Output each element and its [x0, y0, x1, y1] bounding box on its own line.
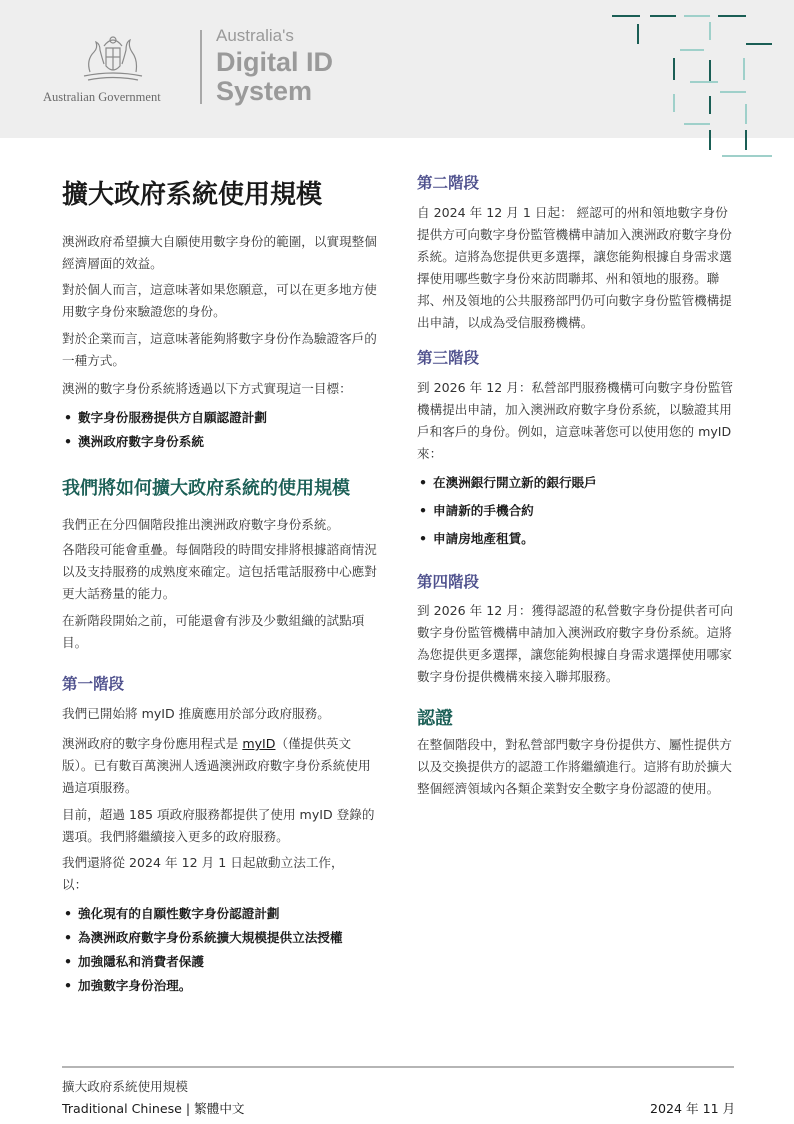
- list-item: • 數字身份服務提供方自願認證計劃: [62, 406, 267, 430]
- header-banner: [0, 0, 794, 138]
- list-item: • 加強數字身份治理。: [62, 974, 342, 998]
- phase-4-heading: 第四階段: [417, 573, 480, 591]
- footer-language: Traditional Chinese | 繁體中文: [62, 1101, 245, 1116]
- phase-3-paragraph: 到 2026 年 12 月：私營部門服務機構可向數字身份監管機構提出申請，加入澳洲政府數字身份系統，以驗證其用戶和客戶的身份。例如，這意味著您可以使用您的 myID 來：: [417, 380, 733, 461]
- phase-1-paragraph-4: 我們還將從 2024 年 12 月 1 日起啟動立法工作，以：: [62, 855, 344, 892]
- phase-1-heading: 第一階段: [62, 675, 125, 693]
- page-title: 擴大政府系統使用規模: [62, 180, 323, 210]
- list-item: • 加強隱私和消費者保護: [62, 950, 342, 974]
- list-item: • 澳洲政府數字身份系統: [62, 430, 267, 454]
- list-item: • 申請房地產租賃。: [417, 525, 597, 553]
- phase-3-bullet-list: [417, 469, 597, 553]
- accreditation-paragraph: 在整個階段中，對私營部門數字身份提供方、屬性提供方以及交換提供方的認證工作將繼續進行。這將有助於擴大整個經濟領域內各類企業對安全數字身份認證的使用。: [417, 737, 732, 796]
- intro-bullet-list: [62, 406, 267, 454]
- intro-paragraph-4: 澳洲的數字身份系統將透過以下方式實現這一目標：: [62, 381, 352, 396]
- accreditation-heading: 認證: [417, 708, 453, 729]
- brand-line-2: Digital ID: [216, 47, 334, 77]
- brand-line-3: System: [216, 76, 313, 106]
- phase-1-paragraph-3: 目前，超過 185 項政府服務都提供了使用 myID 登錄的選項。我們將繼續接入更多的政府服務。: [62, 807, 375, 844]
- brand-wordmark: [216, 48, 333, 106]
- footer-divider: [62, 1066, 734, 1068]
- intro-paragraph-3: 對於企業而言，這意味著能夠將數字身份作為驗證客戶的一種方式。: [62, 331, 377, 368]
- list-item: • 在澳洲銀行開立新的銀行賬戶: [417, 469, 597, 497]
- myid-link[interactable]: myID: [242, 736, 276, 751]
- phase-1-paragraph-1: 我們已開始將 myID 推廣應用於部分政府服務。: [62, 706, 330, 721]
- list-item: • 強化現有的自願性數字身份認證計劃: [62, 902, 342, 926]
- intro-paragraph-2: 對於個人而言，這意味著如果您願意，可以在更多地方使用數字身份來驗證您的身份。: [62, 282, 377, 319]
- how-paragraph-3: 在新階段開始之前，可能還會有涉及少數組織的試點項目。: [62, 613, 365, 650]
- list-item: • 申請新的手機合約: [417, 497, 597, 525]
- footer-doc-title: 擴大政府系統使用規模: [62, 1079, 188, 1094]
- how-paragraph-1: 我們正在分四個階段推出澳洲政府數字身份系統。: [62, 517, 340, 532]
- footer-date: 2024 年 11 月: [650, 1101, 736, 1116]
- phase-1-bullet-list: [62, 902, 342, 998]
- brand-line-1: Australia's: [216, 26, 294, 45]
- phase-1-paragraph-2: 澳洲政府的數字身份應用程式是 myID（僅提供英文版）。已有數百萬澳洲人透過澳洲政府數字身份系統使用過這項服務。: [62, 736, 371, 795]
- phase-3-heading: 第三階段: [417, 349, 480, 367]
- decorative-lines-graphic: [600, 0, 794, 170]
- phase-4-paragraph: 到 2026 年 12 月：獲得認證的私營數字身份提供者可向數字身份監管機構申請加入澳洲政府數字身份系統。這將為您提供更多選擇，讓您能夠根據自身需求選擇使用哪家數字身份提供機構來接入聯邦服務。: [417, 603, 733, 684]
- phase-2-paragraph: 自 2024 年 12 月 1 日起： 經認可的州和領地數字身份提供方可向數字身份監管機構申請加入澳洲政府數字身份系統。這將為您提供更多選擇，讓您能夠根據自身需求選擇使用哪些數字身份來訪問聯邦、州和領地的服務。聯邦、州及領地的公共服務部門仍可向數字身份監管機構提出申請，以成為受信服務機構。: [417, 205, 732, 330]
- australian-government-label: Australian Government: [43, 90, 161, 104]
- how-paragraph-2: 各階段可能會重疊。每個階段的時間安排將根據諮商情況以及支持服務的成熟度來確定。這包括電話服務中心應對更大話務量的能力。: [62, 542, 377, 601]
- phase-2-heading: 第二階段: [417, 174, 480, 192]
- how-heading: 我們將如何擴大政府系統的使用規模: [62, 478, 350, 499]
- header-divider: [200, 30, 202, 104]
- list-item: • 為澳洲政府數字身份系統擴大規模提供立法授權: [62, 926, 342, 950]
- coat-of-arms-icon: [76, 30, 150, 88]
- intro-paragraph-1: 澳洲政府希望擴大自願使用數字身份的範圍，以實現整個經濟層面的效益。: [62, 234, 377, 271]
